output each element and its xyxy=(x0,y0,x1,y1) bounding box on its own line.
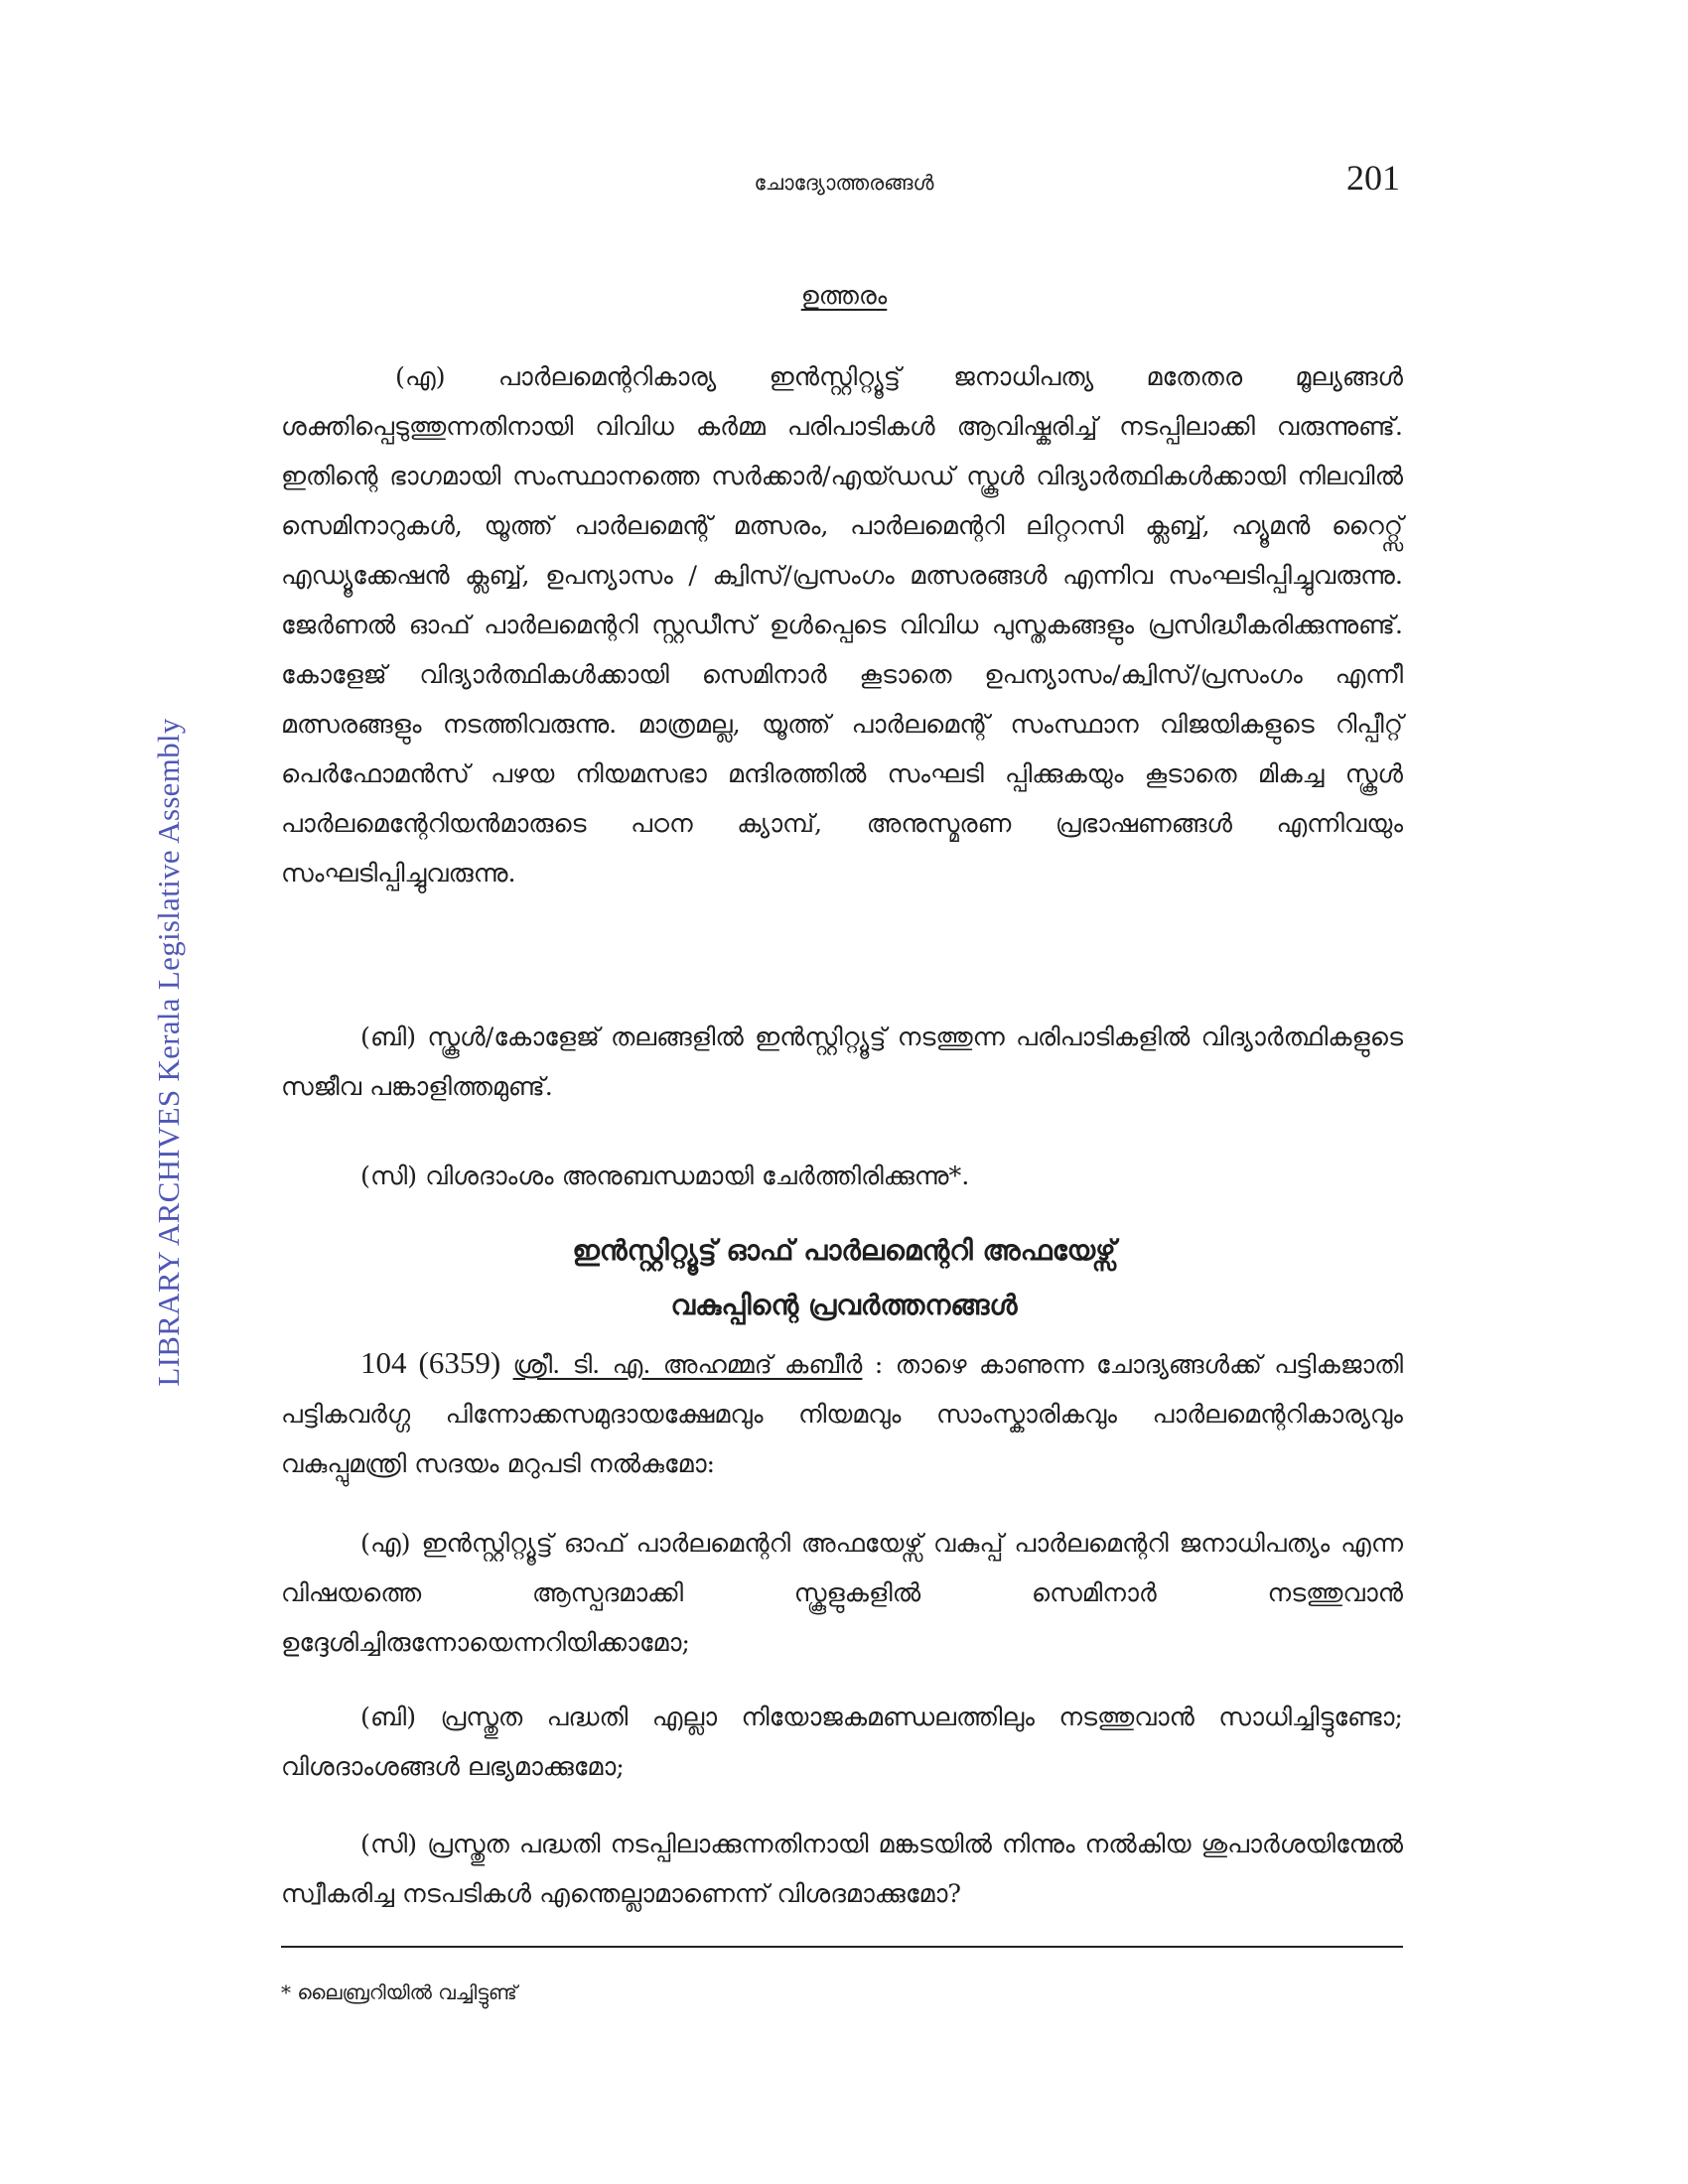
answer-title: ഉത്തരം xyxy=(800,281,888,310)
footnote-divider xyxy=(281,1946,1403,1948)
answer-part-b: (ബി) സ്കൂൾ/കോളേജ് തലങ്ങളിൽ ഇൻസ്റ്റിറ്റ്യൂട്ട് നടത്തുന്ന പരിപാടികളിൽ വിദ്യാർത്ഥികളുടെ സജീവ പങ്കാളിത്തമുണ്ട്. xyxy=(281,1023,1403,1102)
answer-part-c: (സി) വിശദാംശം അനുബന്ധമായി ചേർത്തിരിക്കുന്നു*. xyxy=(360,1161,970,1191)
question-intro xyxy=(281,1338,1403,1489)
question-intro-text: : താഴെ കാണുന്ന ചോദ്യങ്ങൾക്ക് പട്ടികജാതി പട്ടികവർഗ്ഗ പിന്നോക്കസമുദായക്ഷേമവും നിയമവും സാംസ്കാരികവും പാർലമെന്ററികാര്യവും വകുപ്പുമന്ത്രി സദയം മറുപടി നൽകുമോ: xyxy=(281,1350,1404,1479)
member-name: ശ്രീ. ടി. എ. അഹമ്മദ് കബീർ xyxy=(512,1350,863,1380)
question-part-b: (ബി) പ്രസ്തുത പദ്ധതി എല്ലാ നിയോജകമണ്ഡലത്തിലും നടത്തുവാൻ സാധിച്ചിട്ടുണ്ടോ; വിശദാംശങ്ങൾ ലഭ്യമാക്കുമോ; xyxy=(281,1703,1403,1782)
footnote: * ലൈബ്രറിയിൽ വച്ചിട്ടുണ്ട് xyxy=(281,1980,517,2004)
question-heading-line-2: വകുപ്പിന്റെ പ്രവർത്തനങ്ങൾ xyxy=(670,1289,1018,1321)
question-part-c: (സി) പ്രസ്തുത പദ്ധതി നടപ്പിലാക്കുന്നതിനായി മങ്കടയിൽ നിന്നും നൽകിയ ശുപാർശയിന്മേൽ സ്വീകരിച്ച നടപടികൾ എന്തെല്ലാമാണെന്ന് വിശദമാക്കുമോ? xyxy=(281,1830,1403,1909)
page-number: 201 xyxy=(1346,158,1400,198)
archive-watermark: LIBRARY ARCHIVES Kerala Legislative Assembly xyxy=(151,718,186,1387)
question-heading-line-1: ഇൻസ്റ്റിറ്റ്യൂട്ട് ഓഫ് പാർലമെന്ററി അഫയേഴ്സ് xyxy=(572,1234,1116,1267)
question-number: 104 (6359) xyxy=(360,1345,501,1380)
question-part-a: (എ) ഇൻസ്റ്റിറ്റ്യൂട്ട് ഓഫ് പാർലമെന്ററി അഫയേഴ്സ് വകുപ്പ് പാർലമെന്ററി ജനാധിപത്യം എന്ന വിഷയത്തെ ആസ്പദമാക്കി സ്കൂളുകളിൽ സെമിനാർ നടത്തുവാൻ ഉദ്ദേശിച്ചിരുന്നോയെന്നറിയിക്കാമോ; xyxy=(281,1529,1403,1658)
question-heading xyxy=(0,1223,1688,1332)
answer-part-a: (എ) പാർലമെന്ററികാര്യ ഇൻസ്റ്റിറ്റ്യൂട്ട് ജനാധിപത്യ മതേതര മൂല്യങ്ങൾ ശക്തിപ്പെടുത്തുന്നതിനായി വിവിധ കർമ്മ പരിപാടികൾ ആവിഷ്കരിച്ച് നടപ്പിലാക്കി വരുന്നുണ്ട്. ഇതിന്റെ ഭാഗമായി സംസ്ഥാനത്തെ സർക്കാർ/എയ്ഡഡ് സ്കൂൾ വിദ്യാർത്ഥികൾക്കായി നിലവിൽ സെമിനാറുകൾ, യൂത്ത് പാർലമെന്റ് മത്സരം, പാർലമെന്ററി ലിറ്ററസി ക്ലബ്ബ്, ഹ്യൂമൻ റൈറ്റ്സ് എഡ്യൂക്കേഷൻ ക്ലബ്ബ്, ഉപന്യാസം / ക്വിസ്/പ്രസംഗം മത്സരങ്ങൾ എന്നിവ സംഘടിപ്പിച്ചുവരുന്നു. ജേർണൽ ഓഫ് പാർലമെന്ററി സ്റ്റഡീസ് ഉൾപ്പെടെ വിവിധ പുസ്തകങ്ങളും പ്രസിദ്ധീകരിക്കുന്നുണ്ട്. കോളേജ് വിദ്യാർത്ഥികൾക്കായി സെമിനാർ കൂടാതെ ഉപന്യാസം/ക്വിസ്/പ്രസംഗം എന്നീ മത്സരങ്ങളും നടത്തിവരുന്നു. മാത്രമല്ല, യൂത്ത് പാർലമെന്റ് സംസ്ഥാന വിജയികളുടെ റിപ്പീറ്റ് പെർഫോമൻസ് പഴയ നിയമസഭാ മന്ദിരത്തിൽ സംഘടി പ്പിക്കുകയും കൂടാതെ മികച്ച സ്കൂൾ പാർലമെന്റേറിയൻമാരുടെ പഠന ക്യാമ്പ്, അനുസ്മരണ പ്രഭാഷണങ്ങൾ എന്നിവയും സംഘടിപ്പിച്ചുവരുന്നു. xyxy=(281,362,1403,888)
running-header-title: ചോദ്യോത്തരങ്ങൾ xyxy=(754,171,934,195)
